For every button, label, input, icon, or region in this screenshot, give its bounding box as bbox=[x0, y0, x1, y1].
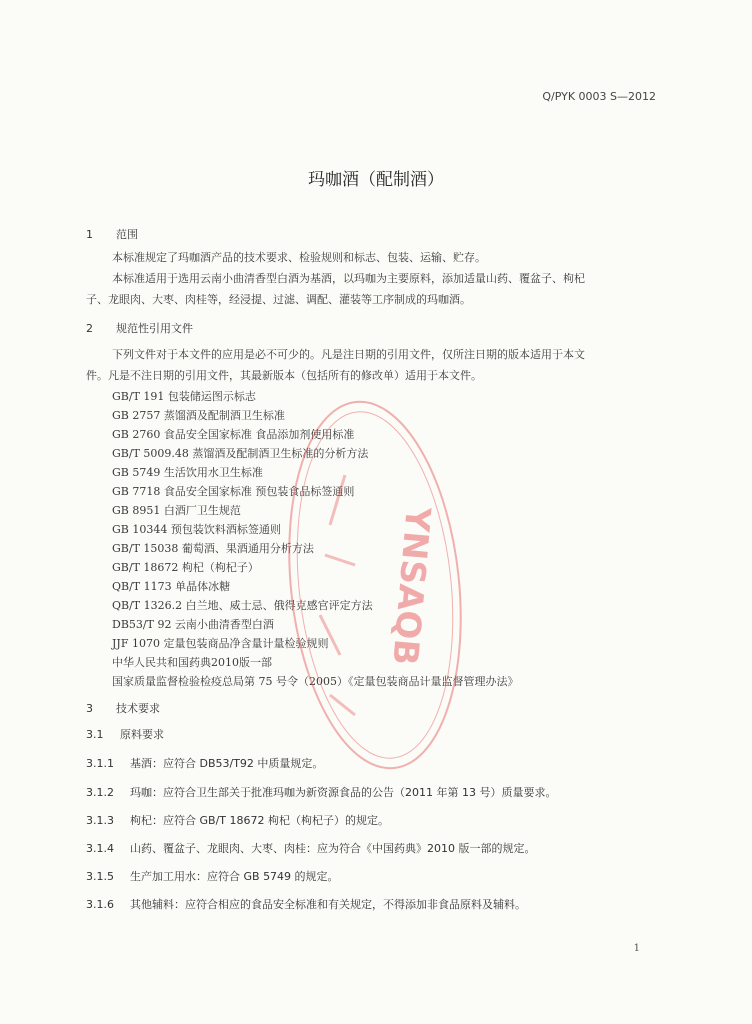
subsection-title: 原料要求 bbox=[120, 728, 164, 741]
reference-item: JJF 1070 定量包装商品净含量计量检验规则 bbox=[112, 637, 329, 650]
document-title: 玛咖酒（配制酒） bbox=[308, 170, 444, 190]
clause-text: 枸杞：应符合 GB/T 18672 枸杞（枸杞子）的规定。 bbox=[130, 814, 389, 827]
references-intro-line-1: 下列文件对于本文件的应用是必不可少的。凡是注日期的引用文件，仅所注日期的版本适用于本文 bbox=[112, 348, 585, 361]
clause-item bbox=[86, 896, 526, 912]
reference-item: GB 8951 白酒厂卫生规范 bbox=[112, 504, 241, 517]
section-1-heading bbox=[86, 226, 138, 242]
reference-item: GB/T 15038 葡萄酒、果酒通用分析方法 bbox=[112, 542, 314, 555]
clause-item bbox=[86, 840, 536, 856]
reference-item: GB 2760 食品安全国家标准 食品添加剂使用标准 bbox=[112, 428, 355, 441]
reference-item: QB/T 1326.2 白兰地、威士忌、俄得克感官评定方法 bbox=[112, 599, 373, 612]
clause-text: 玛咖：应符合卫生部关于批准玛咖为新资源食品的公告（2011 年第 13 号）质量要求。 bbox=[130, 786, 557, 799]
clause-item bbox=[86, 868, 339, 884]
clause-number: 3.1.6 bbox=[86, 898, 114, 911]
section-title: 规范性引用文件 bbox=[116, 322, 193, 335]
seal-stamp bbox=[285, 395, 465, 775]
clause-number: 3.1.5 bbox=[86, 870, 114, 883]
reference-item: 中华人民共和国药典2010版一部 bbox=[112, 656, 272, 669]
clause-number: 3.1.4 bbox=[86, 842, 114, 855]
reference-item: GB 10344 预包装饮料酒标签通则 bbox=[112, 523, 281, 536]
clause-text: 基酒：应符合 DB53/T92 中质量规定。 bbox=[130, 757, 324, 770]
clause-number: 3.1.3 bbox=[86, 814, 114, 827]
reference-item: GB 5749 生活饮用水卫生标准 bbox=[112, 466, 263, 479]
clause-number: 3.1.1 bbox=[86, 757, 114, 770]
reference-item: GB/T 5009.48 蒸馏酒及配制酒卫生标准的分析方法 bbox=[112, 447, 369, 460]
scope-paragraph-2-line-2: 子、龙眼肉、大枣、肉桂等，经浸提、过滤、调配、灌装等工序制成的玛咖酒。 bbox=[86, 293, 471, 306]
reference-item: QB/T 1173 单晶体冰糖 bbox=[112, 580, 231, 593]
section-number: 2 bbox=[86, 322, 93, 335]
reference-item: 国家质量监督检验检疫总局第 75 号令（2005）《定量包装商品计量监督管理办法》 bbox=[112, 675, 519, 688]
section-3-heading bbox=[86, 700, 160, 716]
scope-paragraph-1: 本标准规定了玛咖酒产品的技术要求、检验规则和标志、包装、运输、贮存。 bbox=[112, 251, 486, 264]
reference-item: GB 2757 蒸馏酒及配制酒卫生标准 bbox=[112, 409, 285, 422]
reference-item: DB53/T 92 云南小曲清香型白酒 bbox=[112, 618, 274, 631]
section-title: 技术要求 bbox=[116, 702, 160, 715]
document-code: Q/PYK 0003 S—2012 bbox=[542, 90, 656, 103]
section-number: 1 bbox=[86, 228, 93, 241]
seal-stamp-lettering: YNSAQB bbox=[384, 505, 438, 667]
page-number: 1 bbox=[633, 943, 640, 954]
section-number: 3 bbox=[86, 702, 93, 715]
reference-item: GB 7718 食品安全国家标准 预包装食品标签通则 bbox=[112, 485, 355, 498]
clause-text: 生产加工用水：应符合 GB 5749 的规定。 bbox=[130, 870, 339, 883]
clause-number: 3.1.2 bbox=[86, 786, 114, 799]
references-intro-line-2: 件。凡是不注日期的引用文件，其最新版本（包括所有的修改单）适用于本文件。 bbox=[86, 369, 482, 382]
reference-item: GB/T 191 包装储运图示标志 bbox=[112, 390, 256, 403]
subsection-number: 3.1 bbox=[86, 728, 104, 741]
reference-item: GB/T 18672 枸杞（枸杞子） bbox=[112, 561, 259, 574]
clause-text: 其他辅料：应符合相应的食品安全标准和有关规定，不得添加非食品原料及辅料。 bbox=[130, 898, 526, 911]
section-2-heading bbox=[86, 320, 193, 336]
scope-paragraph-2-line-1: 本标准适用于选用云南小曲清香型白酒为基酒，以玛咖为主要原料，添加适量山药、覆盆子、枸杞 bbox=[112, 272, 585, 285]
clause-text: 山药、覆盆子、龙眼肉、大枣、肉桂：应为符合《中国药典》2010 版一部的规定。 bbox=[130, 842, 536, 855]
clause-item bbox=[86, 812, 389, 828]
clause-item bbox=[86, 784, 556, 800]
section-title: 范围 bbox=[116, 228, 138, 241]
subsection-3-1-heading bbox=[86, 726, 164, 742]
